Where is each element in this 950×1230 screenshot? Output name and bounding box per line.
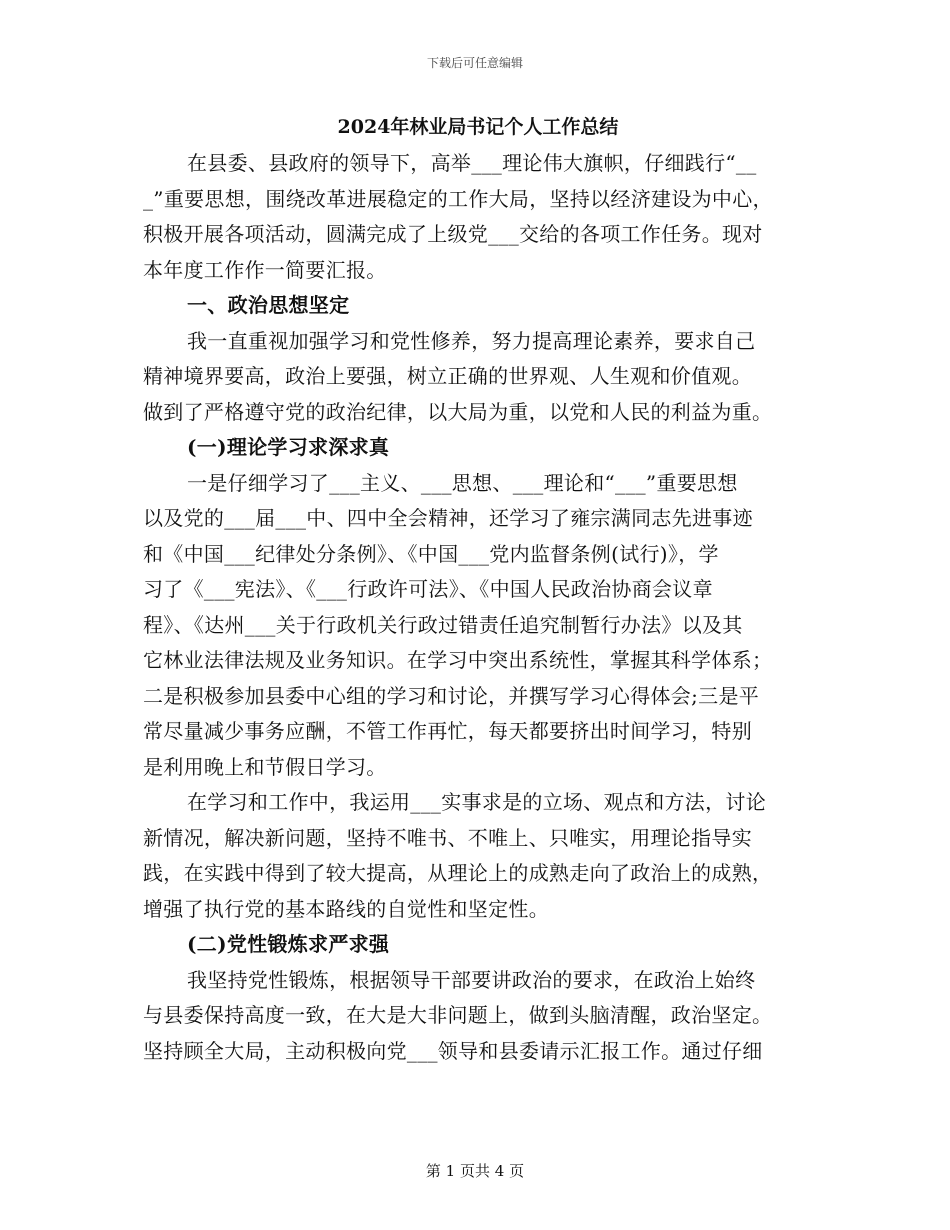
page-header-note: 下载后可任意编辑 (426, 56, 523, 70)
text-line: 践，在实践中得到了较大提高，从理论上的成熟走向了政治上的成熟， (143, 861, 773, 885)
section-heading: (一)理论学习求深求真 (187, 435, 390, 459)
text-line: 常尽量减少事务应酬，不管工作再忙，每天都要挤出时间学习，特别 (143, 719, 752, 743)
page-number: 第 1 页共 4 页 (425, 1162, 525, 1180)
text-line: 本年度工作作一简要汇报。 (143, 257, 387, 282)
text-line: 做到了严格遵守党的政治纪律，以大局为重，以党和人民的利益为重。 (143, 399, 773, 424)
text-line: 一是仔细学习了___主义、___思想、___理论和“___”重要思想 (187, 470, 738, 495)
document-title: 2024年林业局书记个人工作总结 (337, 116, 619, 138)
text-line: 程》、《达州___关于行政机关行政过错责任追究制暂行办法》以及其 (143, 612, 743, 637)
document-body (143, 146, 813, 1069)
text-line: 和《中国___纪律处分条例》、《中国___党内监督条例(试行)》，学 (143, 541, 719, 566)
text-line: 我坚持党性锻炼，根据领导干部要讲政治的要求，在政治上始终 (187, 967, 756, 992)
document-page (143, 110, 813, 1069)
section-heading: 一、政治思想坚定 (187, 293, 350, 317)
text-line: 以及党的___届___中、四中全会精神，还学习了雍宗满同志先进事迹 (143, 506, 753, 530)
text-line: 与县委保持高度一致，在大是大非问题上，做到头脑清醒，政治坚定。 (143, 1003, 773, 1027)
text-line: 积极开展各项活动，圆满完成了上级党___交给的各项工作任务。现对 (143, 222, 763, 246)
text-line: 我一直重视加强学习和党性修养，努力提高理论素养，要求自己 (187, 328, 756, 353)
text-line: 在县委、县政府的领导下，高举___理论伟大旗帜，仔细践行“__ (187, 151, 757, 175)
text-line: _”重要思想，围绕改革进展稳定的工作大局，坚持以经济建设为中心， (143, 186, 773, 211)
section-heading: (二)党性锻炼求严求强 (187, 932, 390, 956)
text-line: 坚持顾全大局，主动积极向党___领导和县委请示汇报工作。通过仔细 (143, 1038, 763, 1063)
text-line: 是利用晚上和节假日学习。 (143, 754, 387, 779)
text-line: 习了《___宪法》、《___行政许可法》、《中国人民政治协商会议章 (143, 577, 713, 601)
text-line: 增强了执行党的基本路线的自觉性和坚定性。 (143, 896, 549, 921)
text-line: 精神境界要高，政治上要强，树立正确的世界观、人生观和价值观。 (143, 364, 752, 388)
text-line: 新情况，解决新问题，坚持不唯书、不唯上、只唯实，用理论指导实 (143, 825, 752, 850)
text-line: 在学习和工作中，我运用___实事求是的立场、观点和方法，讨论 (187, 790, 766, 814)
text-line: 二是积极参加县委中心组的学习和讨论，并撰写学习心得体会;三是平 (143, 683, 760, 708)
text-line: 它林业法律法规及业务知识。在学习中突出系统性，掌握其科学体系； (143, 648, 773, 672)
